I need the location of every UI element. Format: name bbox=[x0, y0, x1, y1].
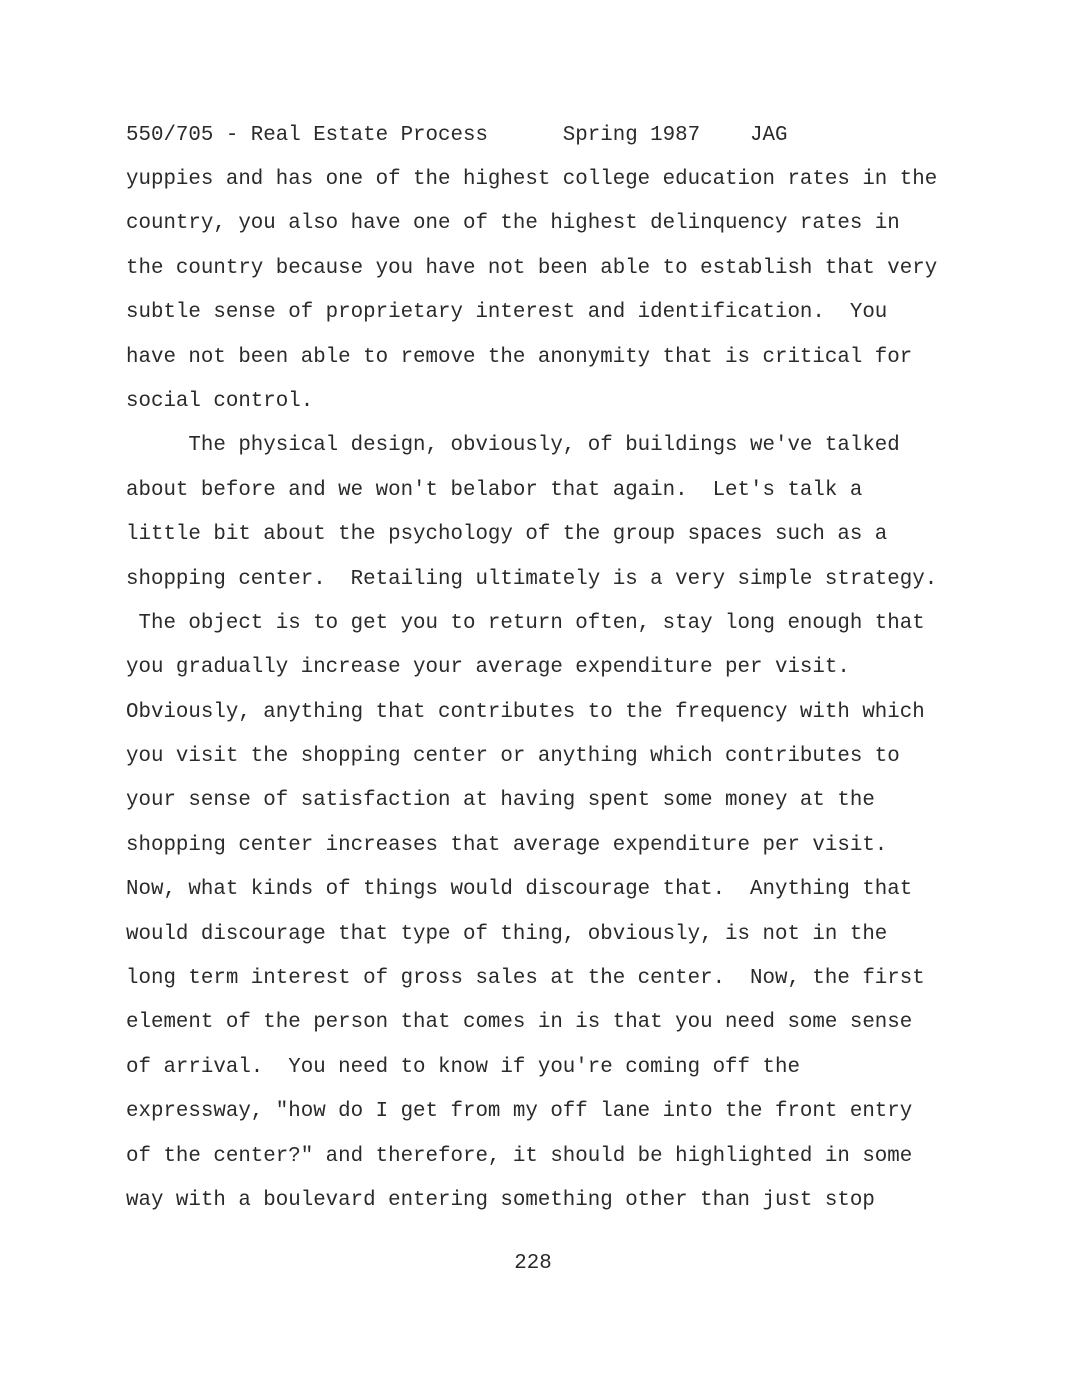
text-line: you gradually increase your average expenditure per visit. bbox=[126, 656, 850, 680]
text-line: of the center?" and therefore, it should be highlighted in some bbox=[126, 1144, 913, 1168]
text-line: long term interest of gross sales at the center. Now, the first bbox=[126, 967, 925, 991]
text-line: social control. bbox=[126, 389, 314, 413]
text-line: of arrival. You need to know if you're coming off the bbox=[126, 1055, 800, 1079]
text-line: little bit about the psychology of the group spaces such as a bbox=[126, 523, 888, 547]
text-line: the country because you have not been able to establish that very bbox=[126, 256, 938, 280]
page-number: 228 bbox=[514, 1252, 552, 1275]
text-line: about before and we won't belabor that again. Let's talk a bbox=[126, 478, 863, 502]
text-line: element of the person that comes in is that you need some sense bbox=[126, 1011, 913, 1035]
text-line: The physical design, obviously, of buildings we've talked bbox=[126, 434, 900, 458]
transcript-body bbox=[126, 168, 966, 1233]
text-line: country, you also have one of the highest delinquency rates in bbox=[126, 212, 900, 236]
text-line: have not been able to remove the anonymity that is critical for bbox=[126, 345, 913, 369]
page-header: 550/705 - Real Estate Process Spring 1987 JAG bbox=[126, 124, 788, 147]
text-line: way with a boulevard entering something other than just stop bbox=[126, 1188, 875, 1212]
text-line: yuppies and has one of the highest college education rates in the bbox=[126, 168, 938, 191]
text-line: subtle sense of proprietary interest and identification. You bbox=[126, 301, 888, 325]
text-line: your sense of satisfaction at having spent some money at the bbox=[126, 789, 875, 813]
text-line: Now, what kinds of things would discourage that. Anything that bbox=[126, 878, 913, 902]
text-line: shopping center. Retailing ultimately is a very simple strategy. bbox=[126, 567, 938, 591]
text-line: The object is to get you to return often, stay long enough that bbox=[126, 611, 925, 635]
text-line: expressway, "how do I get from my off lane into the front entry bbox=[126, 1100, 913, 1124]
text-line: shopping center increases that average expenditure per visit. bbox=[126, 833, 888, 857]
text-line: would discourage that type of thing, obviously, is not in the bbox=[126, 922, 888, 946]
text-line: you visit the shopping center or anything which contributes to bbox=[126, 745, 900, 769]
text-line: Obviously, anything that contributes to the frequency with which bbox=[126, 700, 925, 724]
